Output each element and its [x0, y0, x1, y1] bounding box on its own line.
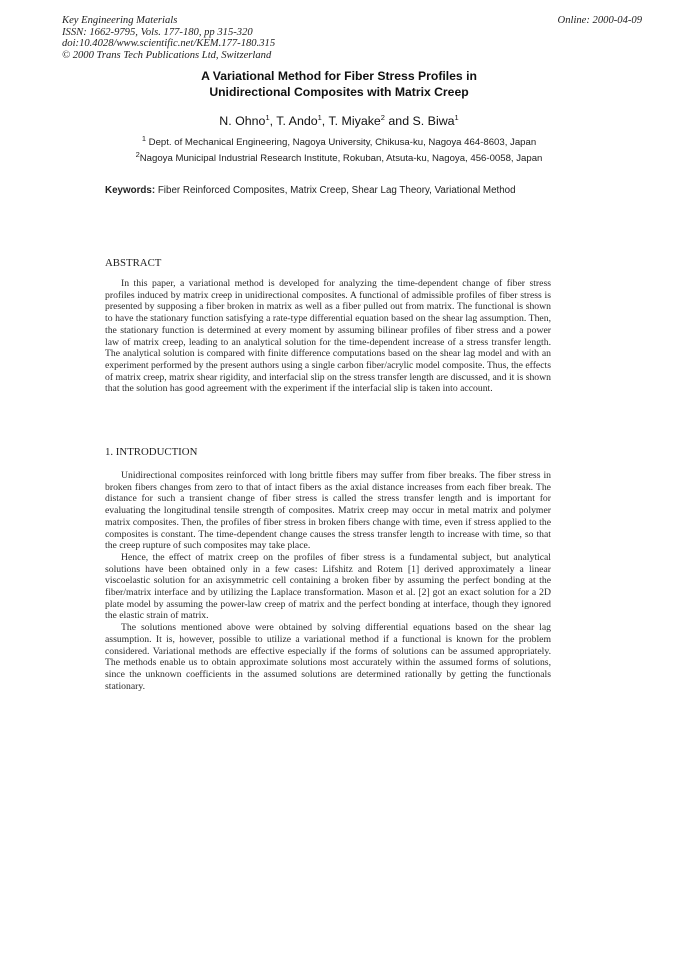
affiliation-2: [0, 149, 678, 164]
author-name: T. Ando: [276, 114, 318, 128]
author-affil-mark: 1: [454, 112, 459, 122]
abstract-body: [105, 278, 551, 395]
author-name: S. Biwa: [412, 114, 455, 128]
issn-line: ISSN: 1662-9795, Vols. 177-180, pp 315-320: [62, 26, 253, 38]
author-list: [0, 114, 678, 128]
title-line-2: Unidirectional Composites with Matrix Creep: [209, 85, 469, 99]
keywords: [105, 185, 516, 196]
online-date: Online: 2000-04-09: [557, 15, 642, 26]
author-separator: ,: [321, 114, 329, 128]
author-name: T. Miyake: [328, 114, 381, 128]
intro-paragraph-2: Hence, the effect of matrix creep on the profiles of fiber stress is a fundamental subject, but analytical solutions have been obtained only in a few cases: Lifshitz and Rotem [1] derived approximately a linear viscoelastic solution for an axisymmetric cell containing a broken fiber by assuming the perfect bonding at the fiber/matrix interface and by utilizing the Laplace transformation. Mason et al. [2] got an exact solution for a 2D plate model by assuming the power-law creep of matrix and the perfect bonding at interface, though they ignored the elastic strain of matrix.: [105, 551, 551, 622]
introduction-heading: 1. INTRODUCTION: [105, 446, 198, 458]
author-separator: ,: [269, 114, 277, 128]
doi-line: doi:10.4028/www.scientific.net/KEM.177-180.315: [62, 38, 276, 49]
paper-title: [0, 68, 678, 100]
affiliation-number: 2: [135, 149, 140, 159]
affiliation-number: 1: [141, 133, 146, 143]
title-line-1: A Variational Method for Fiber Stress Profiles in: [201, 69, 477, 83]
affiliation-text: Nagoya Municipal Industrial Research Institute, Rokuban, Atsuta-ku, Nagoya, 456-0058, Japan: [139, 153, 543, 164]
abstract-paragraph: In this paper, a variational method is developed for analyzing the time-dependent change of fiber stress profiles induced by matrix creep in unidirectional composites. A functional of admissible profiles of fiber stress is presented by supposing a fiber broken in matrix as well as a fiber pulled out from matrix. The functional is shown to have the stationary function satisfying a rate-type differential equation based on the shear lag assumption. Then, the stationary function is determined at every moment by assuming bilinear profiles of fiber stress and a power law of matrix creep, leading to an analytical solution for the time-dependent increase of a stress transfer length. The analytical solution is compared with finite difference computations based on the shear lag model and with an experiment performed by the present authors using a single carbon fiber/acrylic model composite. Thus, the effects of matrix creep, matrix shear rigidity, and interfacial slip on the stress transfer length are discussed, and it is shown that the solution has good agreement with the experiment if the interfacial slip is taken into account.: [105, 278, 551, 395]
author-affil-mark: 1: [265, 112, 270, 122]
copyright-line: © 2000 Trans Tech Publications Ltd, Switzerland: [62, 49, 272, 61]
keywords-text: Fiber Reinforced Composites, Matrix Creep, Shear Lag Theory, Variational Method: [157, 185, 516, 196]
introduction-body: [105, 470, 551, 692]
author-name: N. Ohno: [219, 114, 266, 128]
intro-paragraph-1: Unidirectional composites reinforced with long brittle fibers may suffer from fiber breaks. The fiber stress in broken fibers changes from zero to that of intact fibers as the axial distance increases from each fiber break. The distance for such a transient change of fiber stress is called the stress transfer length and is important for evaluating the longitudinal tensile strength of composites. Matrix creep may occur in metal matrix and polymer matrix composites. Then, the profiles of fiber stress in broken fibers change with time, even if stress applied to the composites is constant. The time-dependent change causes the stress transfer length to increase with time, so that the creep rupture of such composites may take place.: [105, 470, 551, 552]
author-separator: and: [384, 114, 413, 128]
author-affil-mark: 1: [317, 112, 322, 122]
intro-paragraph-3: The solutions mentioned above were obtained by solving differential equations based on the shear lag assumption. It is, however, possible to utilize a variational method if a functional is known for the problem considered. Variational methods are effective especially if the forms of solutions can be assumed appropriately. The methods enable us to obtain approximate solutions most accurately within the assumed forms of solutions, since the unknown coefficients in the assumed solutions are determined rationally by getting the functionals stationary.: [105, 622, 551, 692]
journal-name: Key Engineering Materials: [62, 15, 178, 26]
abstract-heading: ABSTRACT: [105, 257, 162, 269]
affiliation-1: [0, 133, 678, 148]
affiliation-text: Dept. of Mechanical Engineering, Nagoya University, Chikusa-ku, Nagoya 464-8603, Japan: [148, 137, 537, 148]
author-affil-mark: 2: [380, 112, 385, 122]
journal-header: [62, 15, 275, 61]
keywords-label: Keywords:: [105, 185, 156, 196]
